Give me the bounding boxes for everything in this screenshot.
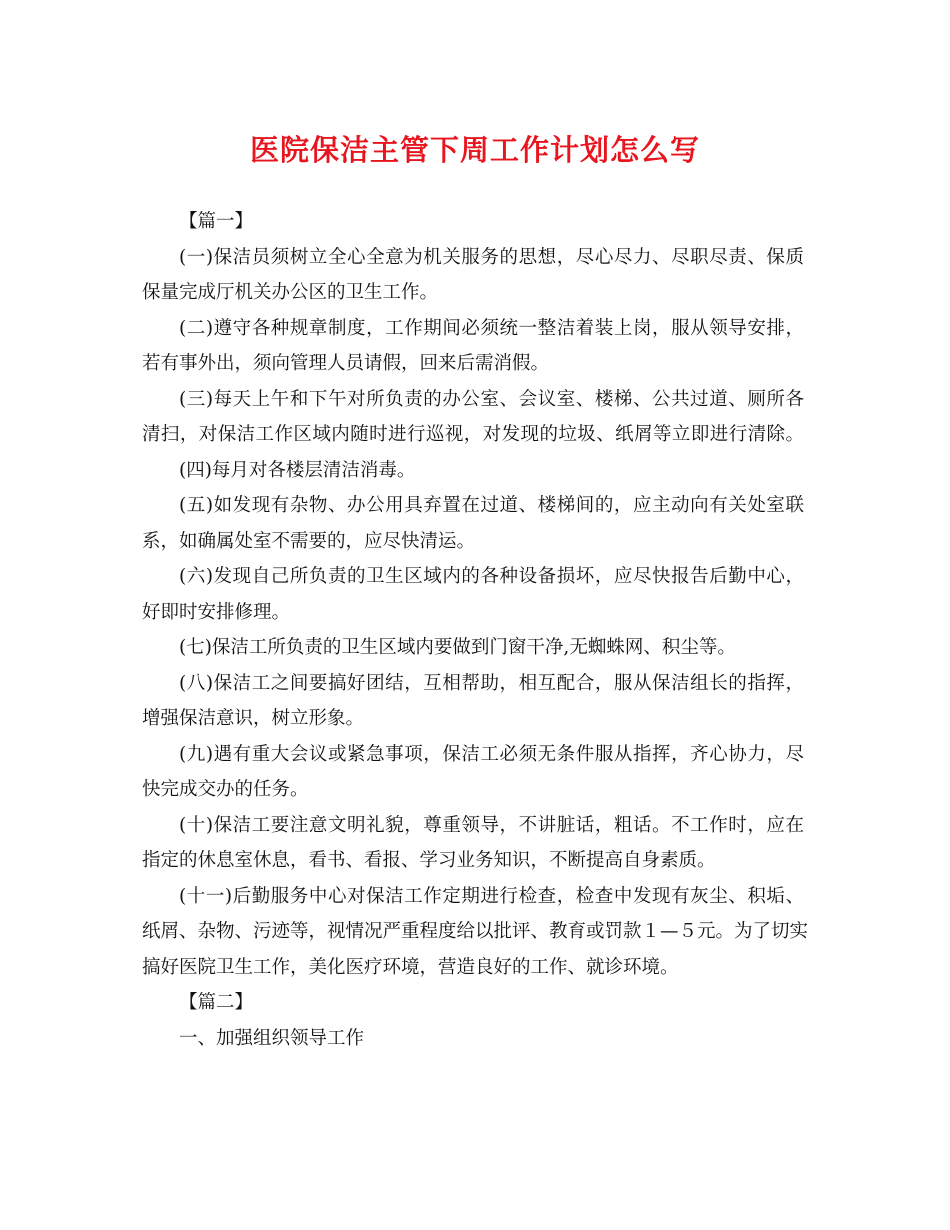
body-line: 【篇二】 <box>179 992 254 1013</box>
body-line: 保量完成厅机关办公区的卫生工作。 <box>142 282 439 303</box>
body-line: 好即时安排修理。 <box>142 601 291 623</box>
body-line: (三)每天上午和下午对所负责的办公室、会议室、楼梯、公共过道、厕所各 <box>179 388 804 410</box>
body-line: (四)每月对各楼层清洁消毒。 <box>179 459 416 481</box>
body-line: (二)遵守各种规章制度，工作期间必须统一整洁着装上岗，服从领导安排， <box>179 317 804 339</box>
body-line: (九)遇有重大会议或紧急事项，保洁工必须无条件服从指挥，齐心协力，尽 <box>179 743 804 765</box>
body-line: 系，如确属处室不需要的，应尽快清运。 <box>142 530 476 552</box>
body-line: (十一)后勤服务中心对保洁工作定期进行检查，检查中发现有灰尘、积垢、 <box>179 885 804 907</box>
body-line: 搞好医院卫生工作，美化医疗环境，营造良好的工作、就诊环境。 <box>142 956 679 978</box>
body-line: 纸屑、杂物、污迹等，视情况严重程度给以批评、教育或罚款１—５元。为了切实 <box>142 921 809 942</box>
body-line: 若有事外出，须向管理人员请假，回来后需消假。 <box>142 353 550 374</box>
body-line: (八)保洁工之间要搞好团结，互相帮助，相互配合，服从保洁组长的指挥， <box>179 672 804 694</box>
body-line: 清扫，对保洁工作区域内随时进行巡视，对发现的垃圾、纸屑等立即进行清除。 <box>142 424 804 445</box>
body-line: (六)发现自己所负责的卫生区域内的各种设备损坏，应尽快报告后勤中心， <box>179 566 804 587</box>
body-line: 指定的休息室休息，看书、看报、学习业务知识，不断提高自身素质。 <box>142 850 716 871</box>
body-line: (一)保洁员须树立全心全意为机关服务的思想，尽心尽力、尽职尽责、保质 <box>179 246 804 268</box>
document-title: 医院保洁主管下周工作计划怎么写 <box>249 133 700 167</box>
body-line: 快完成交办的任务。 <box>142 779 309 800</box>
document-body <box>142 204 809 1056</box>
body-line: 【篇一】 <box>179 211 254 232</box>
body-line: 增强保洁意识，树立形象。 <box>142 708 365 729</box>
body-line: (七)保洁工所负责的卫生区域内要做到门窗干净,无蜘蛛网、积尘等。 <box>179 637 736 658</box>
body-line: 一、加强组织领导工作 <box>179 1027 365 1049</box>
body-line: (五)如发现有杂物、办公用具弃置在过道、楼梯间的，应主动向有关处室联 <box>179 495 804 516</box>
body-line: (十)保洁工要注意文明礼貌，尊重领导，不讲脏话，粗话。不工作时，应在 <box>179 814 804 836</box>
